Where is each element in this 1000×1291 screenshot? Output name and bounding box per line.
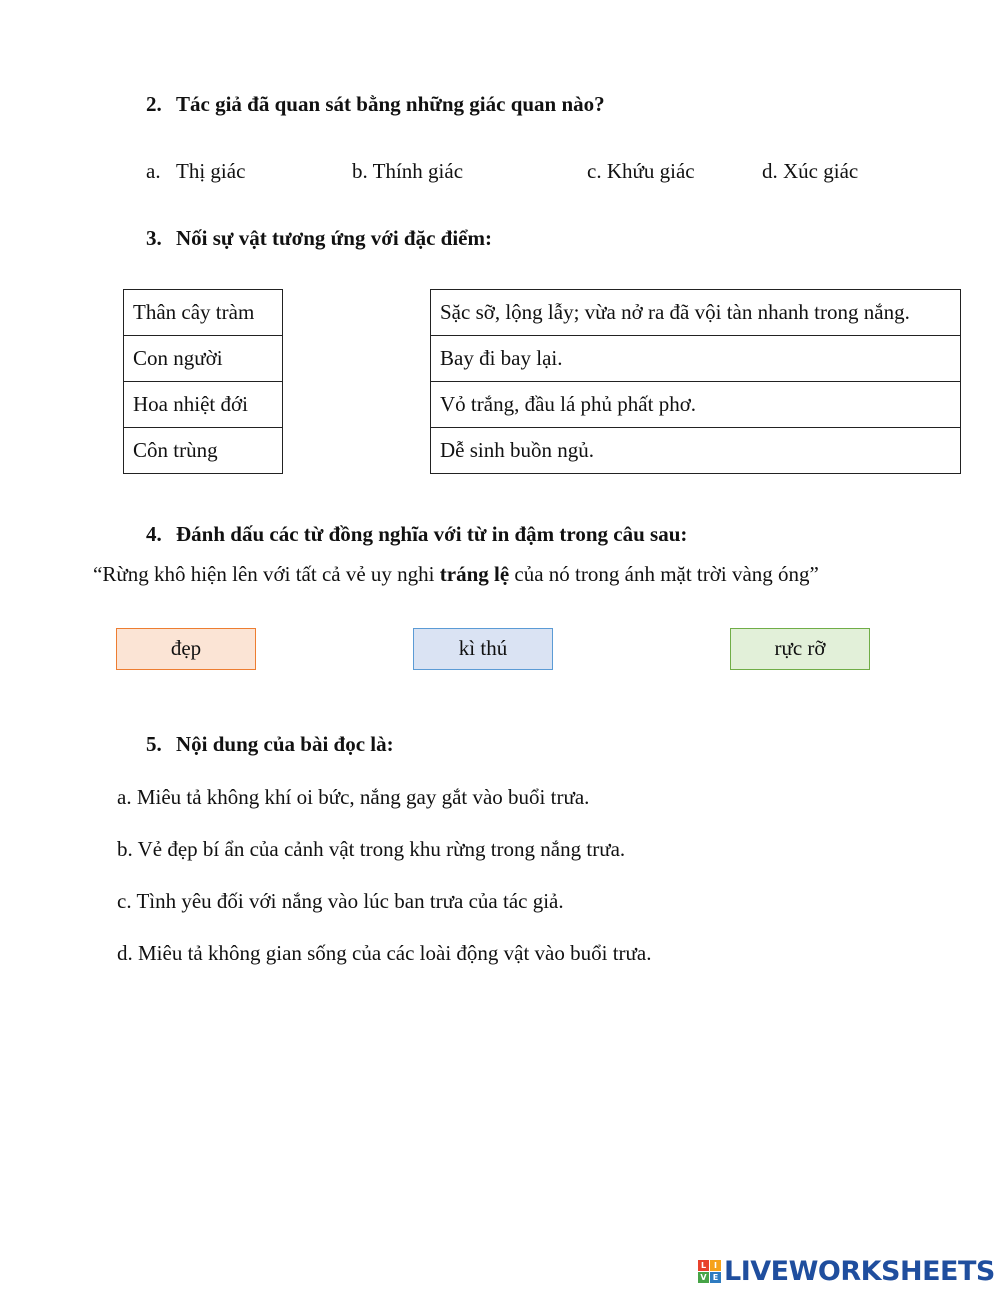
word-choice-ki-thu[interactable]: kì thú [413, 628, 553, 670]
quote-bold-word: tráng lệ [439, 562, 510, 586]
q5-option-c[interactable]: c. Tình yêu đối với nắng vào lúc ban trưa của tác giả. [117, 889, 564, 913]
q2-option-c[interactable] [587, 159, 695, 184]
word-choice-ruc-ro[interactable]: rực rỡ [730, 628, 870, 670]
match-right-table [430, 289, 961, 474]
option-label: b. [352, 159, 368, 183]
logo-block: V [698, 1272, 709, 1283]
logo-blocks-icon [698, 1260, 721, 1283]
liveworksheets-logo [698, 1256, 995, 1286]
question-3-title [146, 226, 492, 251]
q2-option-d[interactable] [762, 159, 858, 184]
match-left-item[interactable]: Hoa nhiệt đới [124, 382, 283, 428]
logo-block: I [710, 1260, 721, 1271]
option-label: a. [146, 159, 161, 183]
question-number: 5. [146, 732, 162, 756]
option-text: Thính giác [372, 159, 464, 183]
q5-option-d[interactable]: d. Miêu tả không gian sống của các loài động vật vào buổi trưa. [117, 941, 652, 965]
option-text: Xúc giác [783, 159, 859, 183]
q5-option-a[interactable]: a. Miêu tả không khí oi bức, nắng gay gắt vào buổi trưa. [117, 785, 590, 809]
question-5-title [146, 732, 394, 757]
question-text: Nội dung của bài đọc là: [176, 732, 394, 756]
option-label: c. [587, 159, 602, 183]
logo-block: E [710, 1272, 721, 1283]
match-left-item[interactable]: Côn trùng [124, 428, 283, 474]
q2-option-a[interactable] [146, 159, 245, 184]
match-left-table [123, 289, 283, 474]
match-right-item[interactable]: Sặc sỡ, lộng lẫy; vừa nở ra đã vội tàn nhanh trong nắng. [431, 290, 961, 336]
match-left-item[interactable]: Con người [124, 336, 283, 382]
question-text: Đánh dấu các từ đồng nghĩa với từ in đậm trong câu sau: [176, 522, 688, 546]
option-label: d. [762, 159, 778, 183]
match-right-item[interactable]: Bay đi bay lại. [431, 336, 961, 382]
logo-text: LIVEWORKSHEETS [724, 1255, 995, 1287]
q2-option-b[interactable] [352, 159, 463, 184]
match-left-item[interactable]: Thân cây tràm [124, 290, 283, 336]
option-text: Thị giác [176, 159, 246, 183]
question-text: Tác giả đã quan sát bằng những giác quan nào? [176, 92, 605, 116]
question-number: 2. [146, 92, 162, 116]
word-choice-dep[interactable]: đẹp [116, 628, 256, 670]
q5-option-b[interactable]: b. Vẻ đẹp bí ẩn của cảnh vật trong khu rừng trong nắng trưa. [117, 837, 626, 861]
question-number: 4. [146, 522, 162, 546]
quote-text-before: “Rừng khô hiện lên với tất cả vẻ uy nghi [93, 562, 440, 586]
question-text: Nối sự vật tương ứng với đặc điểm: [176, 226, 492, 250]
question-number: 3. [146, 226, 162, 250]
question-2-title [146, 92, 605, 117]
match-right-item[interactable]: Dễ sinh buồn ngủ. [431, 428, 961, 474]
logo-block: L [698, 1260, 709, 1271]
question-4-title [146, 522, 687, 547]
quote-sentence [93, 562, 819, 587]
option-text: Khứu giác [606, 159, 695, 183]
match-right-item[interactable]: Vỏ trắng, đầu lá phủ phất phơ. [431, 382, 961, 428]
quote-text-after: của nó trong ánh mặt trời vàng óng” [509, 562, 819, 586]
